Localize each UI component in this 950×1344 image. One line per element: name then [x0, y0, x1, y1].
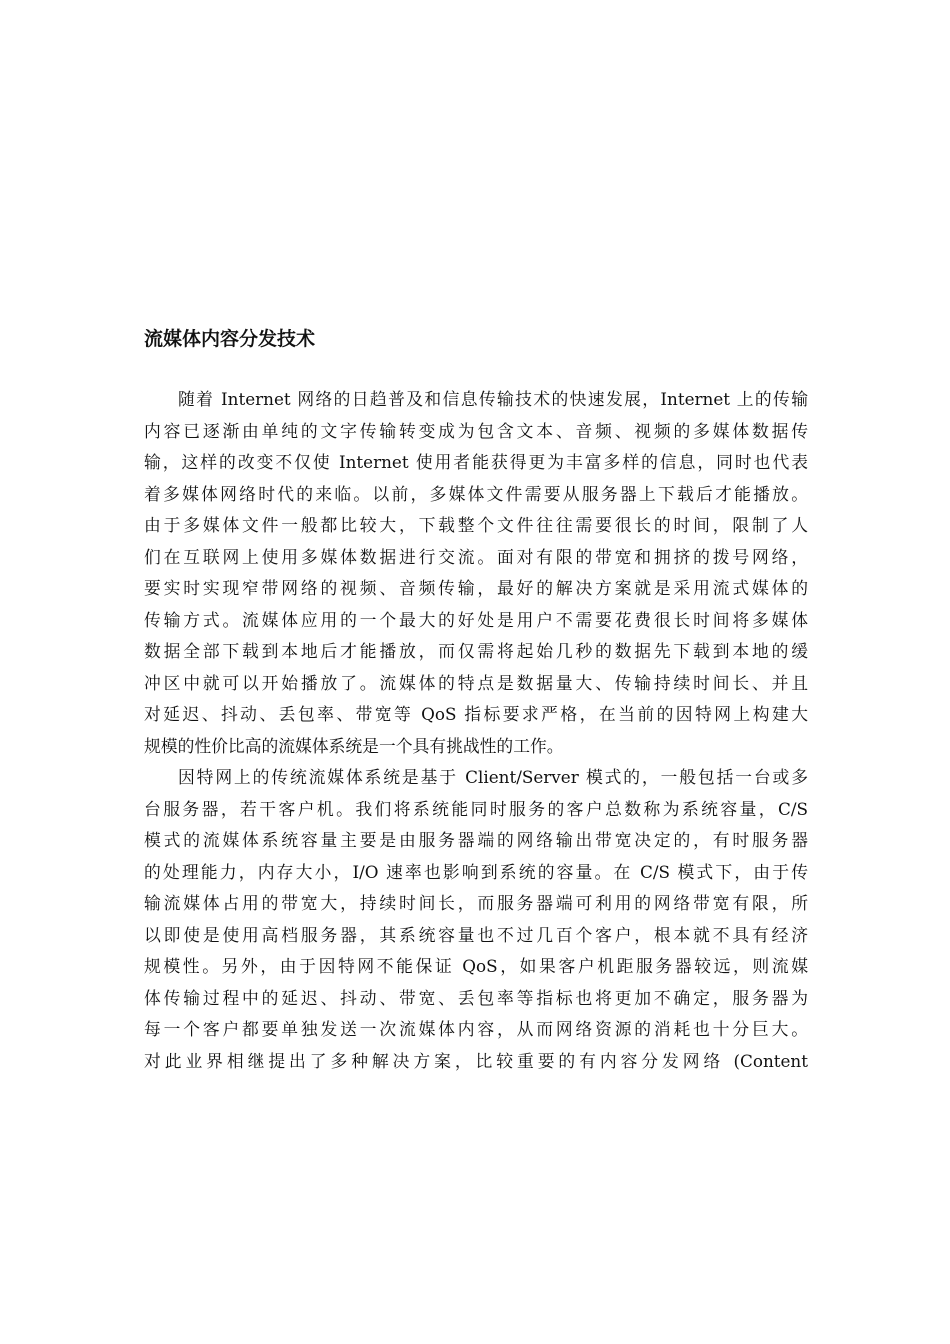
paragraph-1-line-10: 冲区中就可以开始播放了。流媒体的特点是数据量大、传输持续时间长、并且	[144, 672, 808, 693]
paragraph-2-line-8: 体传输过程中的延迟、抖动、带宽、丢包率等指标也将更加不确定，服务器为	[144, 987, 808, 1008]
paragraph-2-line-4: 的处理能力，内存大小，I/O 速率也影响到系统的容量。在 C/S 模式下，由于传	[144, 861, 808, 882]
paragraph-1-line-1: 随着 Internet 网络的日趋普及和信息传输技术的快速发展，Internet 上的传输	[178, 389, 808, 409]
paragraph-1-line-9: 数据全部下载到本地后才能播放，而仅需将起始几秒的数据先下载到本地的缓	[144, 641, 808, 661]
paragraph-1-line-12: 规模的性价比高的流媒体系统是一个具有挑战性的工作。	[144, 735, 564, 756]
document-title: 流媒体内容分发技术	[144, 328, 316, 350]
paragraph-1-line-3: 输，这样的改变不仅使 Internet 使用者能获得更为丰富多样的信息，同时也代表	[144, 452, 808, 472]
paragraph-1-line-11: 对延迟、抖动、丢包率、带宽等 QoS 指标要求严格，在当前的因特网上构建大	[144, 704, 808, 724]
paragraph-1-line-7: 要实时实现窄带网络的视频、音频传输，最好的解决方案就是采用流式媒体的	[144, 578, 808, 598]
paragraph-1-line-4: 着多媒体网络时代的来临。以前，多媒体文件需要从服务器上下载后才能播放。	[144, 483, 808, 504]
paragraph-1-line-8: 传输方式。流媒体应用的一个最大的好处是用户不需要花费很长时间将多媒体	[144, 609, 808, 630]
document-body	[144, 384, 808, 1077]
paragraph-1-line-2: 内容已逐渐由单纯的文字传输转变成为包含文本、音频、视频的多媒体数据传	[144, 420, 808, 441]
paragraph-2-line-7: 规模性。另外，由于因特网不能保证 QoS，如果客户机距服务器较远，则流媒	[144, 956, 808, 976]
paragraph-2-line-9: 每一个客户都要单独发送一次流媒体内容，从而网络资源的消耗也十分巨大。	[144, 1019, 808, 1039]
paragraph-2-line-1: 因特网上的传统流媒体系统是基于 Client/Server 模式的，一般包括一台或多	[178, 767, 808, 787]
paragraph-2-line-5: 输流媒体占用的带宽大，持续时间长，而服务器端可利用的网络带宽有限，所	[144, 893, 808, 913]
paragraph-2-line-2: 台服务器，若干客户机。我们将系统能同时服务的客户总数称为系统容量，C/S	[144, 798, 808, 819]
paragraph-2-line-10: 对此业界相继提出了多种解决方案，比较重要的有内容分发网络 (Content	[144, 1050, 808, 1071]
paragraph-1-line-5: 由于多媒体文件一般都比较大，下载整个文件往往需要很长的时间，限制了人	[144, 515, 808, 535]
paragraph-2-line-6: 以即使是使用高档服务器，其系统容量也不过几百个客户，根本就不具有经济	[144, 924, 808, 945]
paragraph-1-line-6: 们在互联网上使用多媒体数据进行交流。面对有限的带宽和拥挤的拨号网络，	[144, 546, 808, 567]
paragraph-2-line-3: 模式的流媒体系统容量主要是由服务器端的网络输出带宽决定的，有时服务器	[144, 830, 808, 850]
